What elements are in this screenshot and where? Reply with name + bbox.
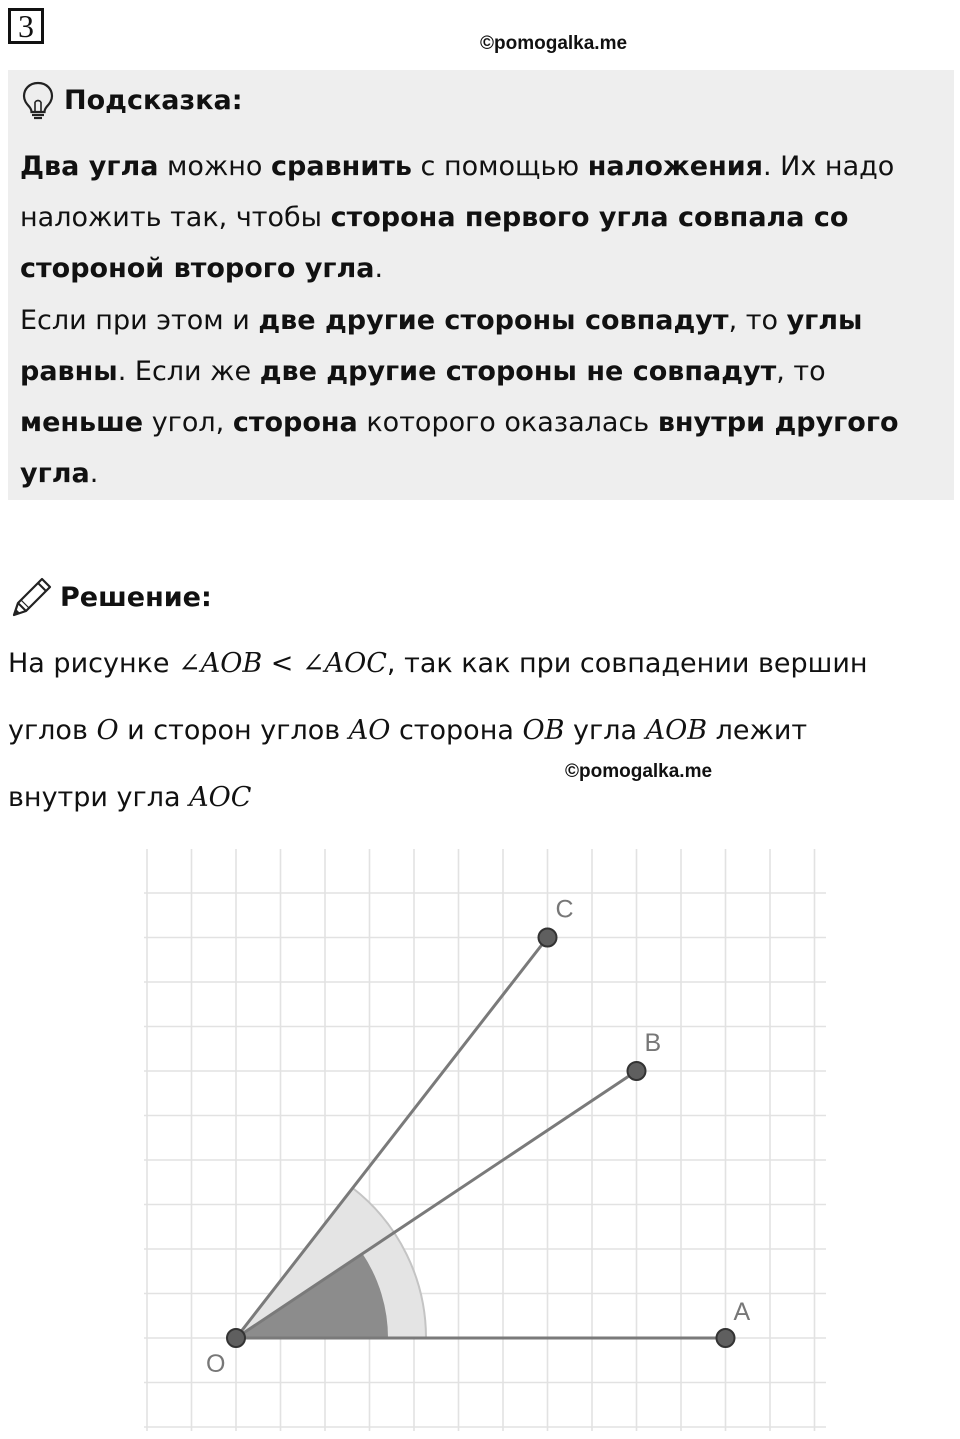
hint-bold-text: наложения	[587, 151, 763, 182]
hint-bold-text: две другие стороны совпадут	[258, 304, 729, 336]
math-expression: AOB	[645, 715, 708, 746]
solution-text-segment: и сторон углов	[118, 715, 349, 746]
hint-bold-text: Два угла	[20, 151, 159, 182]
hint-bold-text: угла	[20, 458, 90, 490]
task-number: 3	[8, 8, 44, 44]
angle-figure	[140, 845, 830, 1435]
math-expression: ∠AOB < ∠AOC	[178, 648, 387, 679]
solution-title: Решение:	[60, 581, 212, 613]
hint-bold-text: внутри другого	[657, 407, 899, 439]
watermark-middle: ©pomogalka.me	[565, 761, 713, 782]
hint-text-segment: наложить так, чтобы	[20, 202, 331, 234]
hint-text-segment: .	[89, 458, 99, 490]
hint-text-segment: которого оказалась	[357, 407, 658, 439]
hint-bold-text: сравнить	[271, 151, 412, 182]
watermark-top: ©pomogalka.me	[480, 33, 628, 54]
point-label-b: B	[644, 1029, 662, 1057]
solution-text-segment: , так как при совпадении вершин	[386, 648, 868, 679]
hint-text-segment: угол,	[143, 407, 233, 439]
math-expression: O	[96, 715, 119, 746]
point-o	[227, 1329, 245, 1347]
hint-text-segment: , то	[776, 355, 826, 387]
hint-bold-text: сторона	[232, 407, 358, 439]
point-a	[717, 1329, 735, 1347]
hint-bold-text: две другие стороны не совпадут	[259, 355, 777, 387]
hint-bold-text: меньше	[20, 407, 144, 439]
hint-text-segment: с помощью	[411, 151, 588, 182]
solution-text-segment: сторона	[390, 715, 523, 746]
math-expression: OB	[522, 715, 565, 746]
hint-text	[20, 141, 950, 499]
hint-title: Подсказка:	[64, 84, 243, 116]
math-expression: AO	[348, 715, 391, 746]
point-label-o: O	[206, 1350, 226, 1378]
solution-text-segment: внутри угла	[8, 782, 190, 813]
solution-header	[10, 575, 212, 619]
hint-header	[20, 80, 243, 120]
pencil-icon	[10, 575, 54, 619]
hint-bold-text: стороной второго угла	[20, 253, 375, 285]
point-label-c: C	[555, 895, 574, 924]
point-label-a: A	[733, 1298, 751, 1326]
lightbulb-icon	[20, 80, 56, 120]
solution-text	[8, 630, 948, 831]
hint-text-segment: . Их надо	[763, 151, 895, 182]
point-c	[539, 929, 557, 947]
hint-text-segment: . Если же	[117, 355, 260, 387]
solution-text-segment: На рисунке	[8, 648, 179, 679]
point-b	[628, 1062, 646, 1080]
solution-text-segment: лежит	[707, 715, 808, 746]
hint-text-segment: Если при этом и	[20, 304, 259, 336]
solution-text-segment: угла	[564, 715, 646, 746]
hint-bold-text: углы	[786, 304, 863, 336]
hint-text-segment: .	[374, 253, 384, 285]
hint-text-segment: , то	[728, 304, 787, 336]
hint-bold-text: равны	[20, 355, 118, 387]
hint-text-segment: можно	[158, 151, 272, 182]
hint-bold-text: сторона первого угла совпала со	[330, 202, 849, 234]
solution-text-segment: углов	[8, 715, 97, 746]
math-expression: AOC	[189, 782, 252, 813]
